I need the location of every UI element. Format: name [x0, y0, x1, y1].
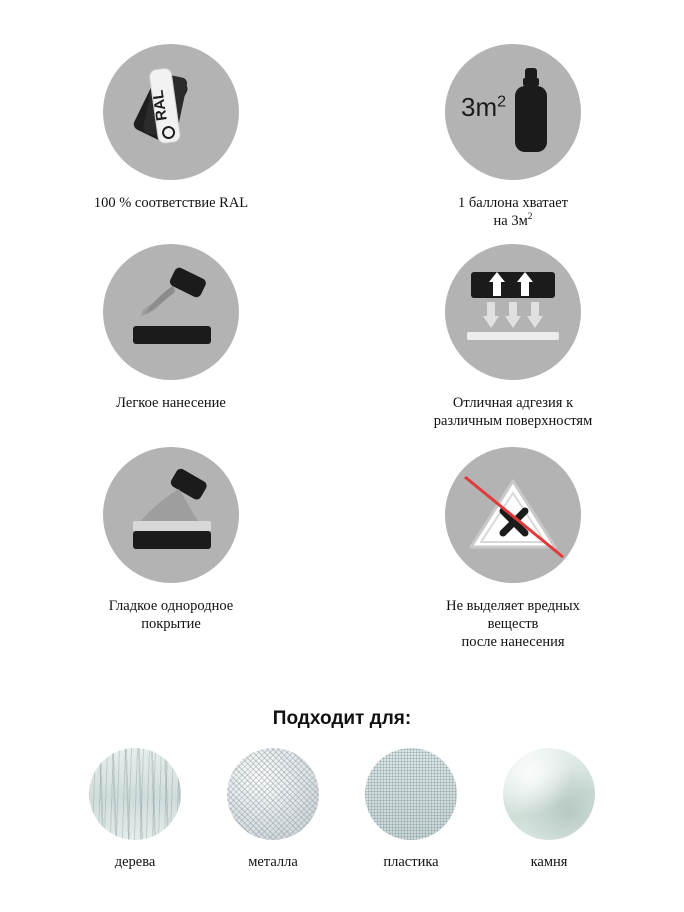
material-label: металла — [248, 854, 298, 870]
feature-coverage — [342, 44, 684, 230]
material-item-metal — [221, 748, 325, 871]
feature-icon-circle — [103, 244, 239, 380]
coverage-area-label: $3m^2$ — [461, 92, 507, 122]
feature-smooth-coating — [0, 447, 342, 651]
feature-icon-circle — [103, 44, 239, 180]
features-grid — [0, 44, 684, 651]
material-label: камня — [530, 854, 568, 870]
feature-ral-match — [0, 44, 342, 230]
caption-line: после нанесения — [461, 633, 565, 650]
material-item-plastic — [359, 748, 463, 871]
caption-line: различным поверхностям — [433, 413, 593, 430]
easy-application-icon — [103, 244, 239, 380]
feature-icon-circle — [445, 44, 581, 180]
material-label: дерева — [114, 854, 156, 870]
materials-list — [0, 748, 684, 871]
material-label: пластика — [383, 854, 439, 870]
plastic-texture-icon — [365, 748, 457, 840]
feature-caption — [109, 597, 233, 633]
caption-line: веществ — [487, 615, 539, 632]
caption-line: Отличная адгезия к — [452, 395, 574, 412]
caption-line: Гладкое однородное — [108, 597, 234, 614]
feature-icon-circle — [445, 244, 581, 380]
svg-text:RAL: RAL — [149, 88, 171, 122]
feature-icon-circle — [445, 447, 581, 583]
material-item-stone — [497, 748, 601, 871]
feature-row — [0, 447, 684, 651]
caption-sup: 2 — [527, 212, 533, 223]
feature-no-harmful-substances — [342, 447, 684, 651]
caption-line: Не выделяет вредных — [446, 597, 580, 614]
suitable-for-title: Подходит для: — [272, 708, 412, 729]
stone-texture-icon — [503, 748, 595, 840]
caption-line: 1 баллона хватает — [457, 195, 569, 211]
feature-caption: 100 % соответствие RAL — [93, 195, 249, 211]
no-harmful-substances-icon — [445, 447, 581, 583]
feature-icon-circle — [103, 447, 239, 583]
caption-line: на 3м — [493, 213, 528, 230]
feature-row — [0, 44, 684, 230]
feature-easy-application — [0, 244, 342, 430]
caption-line: покрытие — [141, 615, 201, 632]
adhesion-arrows-icon — [445, 244, 581, 380]
wood-texture-icon — [89, 748, 181, 840]
metal-texture-icon — [227, 748, 319, 840]
feature-adhesion — [342, 244, 684, 430]
material-item-wood — [83, 748, 187, 871]
feature-caption — [434, 394, 593, 430]
smooth-coating-icon — [103, 447, 239, 583]
feature-row — [0, 244, 684, 430]
feature-caption — [446, 597, 580, 651]
feature-caption: Легкое нанесение — [116, 395, 226, 412]
feature-caption — [458, 194, 568, 230]
ral-color-fan-icon — [103, 44, 239, 180]
